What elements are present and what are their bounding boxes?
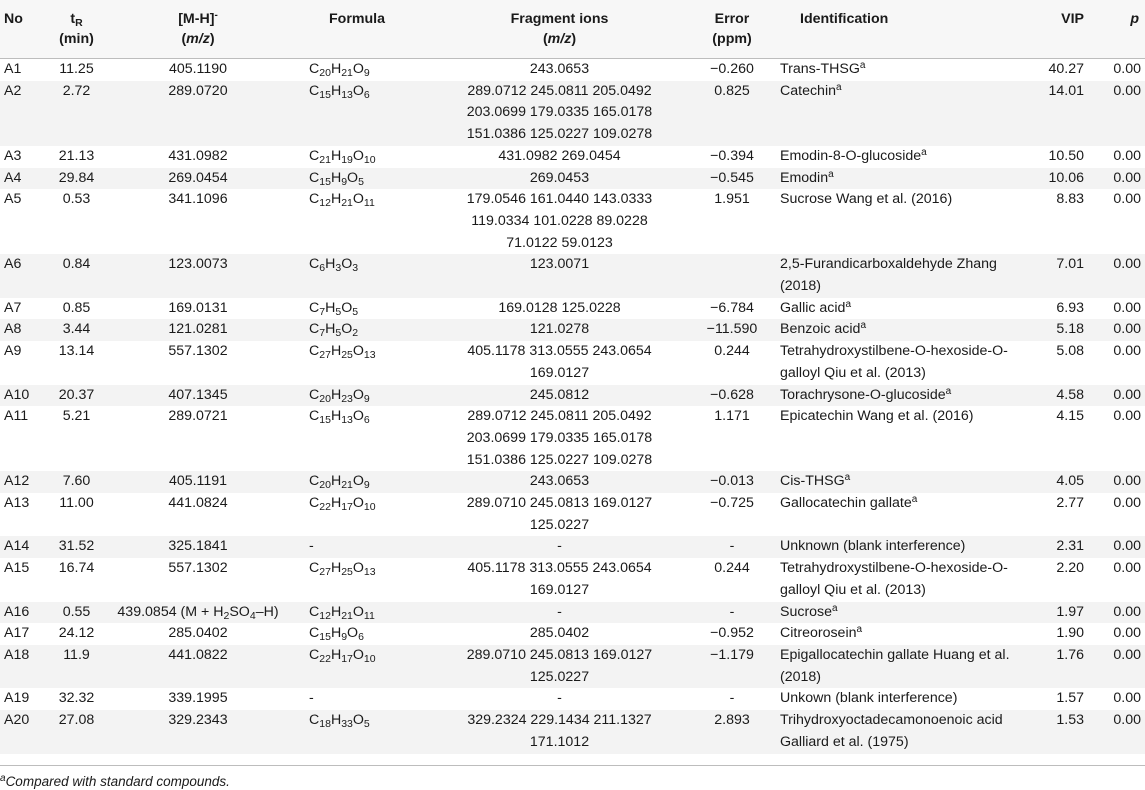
cell-formula: $C_{15}H_{13}O_6$: [287, 406, 427, 471]
cell-p: 0.00: [1098, 688, 1145, 710]
cell-vip: 1.57: [1026, 688, 1098, 710]
cell-vip: 6.93: [1026, 298, 1098, 320]
cell-identification: Unkown (blank interference): [772, 688, 1026, 710]
cell-fragment-ions: 289.0710 245.0813 169.0127 125.0227: [427, 645, 692, 688]
cell-p: 0.00: [1098, 319, 1145, 341]
cell-p: 0.00: [1098, 710, 1145, 753]
cell-vip: 14.01: [1026, 81, 1098, 146]
cell-formula: $C_7H_5O_5$: [287, 298, 427, 320]
cell-fragment-ions: -: [427, 688, 692, 710]
footnote-text: Compared with standard compounds.: [5, 774, 230, 789]
cell-error: 1.171: [692, 406, 772, 471]
cell-fragment-ions: 121.0278: [427, 319, 692, 341]
cell-p: 0.00: [1098, 254, 1145, 297]
cell-mz: 407.1345: [109, 385, 287, 407]
cell-vip: 5.08: [1026, 341, 1098, 384]
cell-vip: 1.76: [1026, 645, 1098, 688]
table-row: [0, 254, 1145, 297]
cell-error: −6.784: [692, 298, 772, 320]
cell-vip: 8.83: [1026, 189, 1098, 254]
cell-formula: $C_{27}H_{25}O_{13}$: [287, 558, 427, 601]
table-row: [0, 59, 1145, 81]
cell-error: −0.260: [692, 59, 772, 81]
cell-retention-time: 0.84: [44, 254, 109, 297]
cell-identification: Epigallocatechin gallate Huang et al. (2018): [772, 645, 1026, 688]
cell-vip: 7.01: [1026, 254, 1098, 297]
cell-mz: 557.1302: [109, 558, 287, 601]
table-row: [0, 319, 1145, 341]
cell-mz: 289.0720: [109, 81, 287, 146]
cell-vip: 2.77: [1026, 493, 1098, 536]
table-row: [0, 645, 1145, 688]
cell-p: 0.00: [1098, 645, 1145, 688]
cell-mz: 557.1302: [109, 341, 287, 384]
cell-identification: Emodin$^a$: [772, 168, 1026, 190]
cell-fragment-ions: 405.1178 313.0555 243.0654 169.0127: [427, 341, 692, 384]
cell-fragment-ions: 269.0453: [427, 168, 692, 190]
header-row: [0, 0, 1145, 59]
cell-formula: $C_{12}H_{21}O_{11}$: [287, 602, 427, 624]
cell-fragment-ions: -: [427, 536, 692, 558]
cell-error: −0.628: [692, 385, 772, 407]
cell-error: 0.825: [692, 81, 772, 146]
cell-mz: 441.0824: [109, 493, 287, 536]
cell-p: 0.00: [1098, 168, 1145, 190]
cell-p: 0.00: [1098, 81, 1145, 146]
cell-identification: 2,5-Furandicarboxaldehyde Zhang (2018): [772, 254, 1026, 297]
cell-fragment-ions: 123.0071: [427, 254, 692, 297]
cell-identification: Epicatechin Wang et al. (2016): [772, 406, 1026, 471]
cell-formula: $C_{21}H_{19}O_{10}$: [287, 146, 427, 168]
cell-mz: 121.0281: [109, 319, 287, 341]
cell-mz: 405.1191: [109, 471, 287, 493]
cell-retention-time: 32.32: [44, 688, 109, 710]
table-row: [0, 710, 1145, 753]
cell-fragment-ions: 329.2324 229.1434 211.1327 171.1012: [427, 710, 692, 753]
cell-error: 0.244: [692, 558, 772, 601]
cell-error: −0.545: [692, 168, 772, 190]
cell-no: A14: [0, 536, 44, 558]
cell-mz: 441.0822: [109, 645, 287, 688]
cell-retention-time: 0.53: [44, 189, 109, 254]
cell-mz: 341.1096: [109, 189, 287, 254]
cell-retention-time: 0.55: [44, 602, 109, 624]
cell-error: 2.893: [692, 710, 772, 753]
footnote-marker: a: [0, 773, 6, 784]
cell-identification: Catechin$^a$: [772, 81, 1026, 146]
table-row: [0, 688, 1145, 710]
cell-no: A9: [0, 341, 44, 384]
table-row: [0, 168, 1145, 190]
cell-vip: 10.06: [1026, 168, 1098, 190]
cell-no: A2: [0, 81, 44, 146]
cell-mz: 169.0131: [109, 298, 287, 320]
cell-error: 0.244: [692, 341, 772, 384]
cell-retention-time: 24.12: [44, 623, 109, 645]
cell-mz: 289.0721: [109, 406, 287, 471]
cell-identification: Unknown (blank interference): [772, 536, 1026, 558]
table-row: [0, 146, 1145, 168]
table-row: [0, 471, 1145, 493]
cell-identification: Sucrose Wang et al. (2016): [772, 189, 1026, 254]
cell-no: A8: [0, 319, 44, 341]
cell-mz: 405.1190: [109, 59, 287, 81]
cell-no: A15: [0, 558, 44, 601]
col-header-formula: Formula: [287, 0, 427, 59]
cell-retention-time: 7.60: [44, 471, 109, 493]
col-header-retention-time: $t_R$ (min): [44, 0, 109, 59]
cell-retention-time: 3.44: [44, 319, 109, 341]
cell-identification: Citreorosein$^a$: [772, 623, 1026, 645]
table-row: [0, 298, 1145, 320]
cell-no: A18: [0, 645, 44, 688]
cell-identification: Trans-THSG$^a$: [772, 59, 1026, 81]
cell-vip: 1.53: [1026, 710, 1098, 753]
cell-p: 0.00: [1098, 146, 1145, 168]
cell-error: −0.394: [692, 146, 772, 168]
cell-retention-time: 0.85: [44, 298, 109, 320]
cell-identification: Sucrose$^a$: [772, 602, 1026, 624]
table-body: [0, 59, 1145, 754]
cell-p: 0.00: [1098, 602, 1145, 624]
cell-formula: -: [287, 688, 427, 710]
cell-p: 0.00: [1098, 59, 1145, 81]
table-row: [0, 385, 1145, 407]
cell-formula: $C_{18}H_{33}O_5$: [287, 710, 427, 753]
cell-fragment-ions: 405.1178 313.0555 243.0654 169.0127: [427, 558, 692, 601]
cell-retention-time: 13.14: [44, 341, 109, 384]
cell-fragment-ions: -: [427, 602, 692, 624]
cell-identification: Tetrahydroxystilbene-O-hexoside-O-galloyl Qiu et al. (2013): [772, 341, 1026, 384]
cell-p: 0.00: [1098, 493, 1145, 536]
cell-formula: $C_{15}H_9O_5$: [287, 168, 427, 190]
cell-retention-time: 5.21: [44, 406, 109, 471]
cell-mz: 431.0982: [109, 146, 287, 168]
cell-p: 0.00: [1098, 536, 1145, 558]
col-header-mz: [M-H]- (m/z): [109, 0, 287, 59]
cell-no: A1: [0, 59, 44, 81]
cell-retention-time: 27.08: [44, 710, 109, 753]
cell-no: A16: [0, 602, 44, 624]
cell-vip: 10.50: [1026, 146, 1098, 168]
cell-formula: $C_{15}H_9O_6$: [287, 623, 427, 645]
table-row: [0, 81, 1145, 146]
cell-no: A13: [0, 493, 44, 536]
cell-formula: $C_{27}H_{25}O_{13}$: [287, 341, 427, 384]
cell-fragment-ions: 289.0712 245.0811 205.0492 203.0699 179.0335 165.0178 151.0386 125.0227 109.0278: [427, 406, 692, 471]
cell-mz: 123.0073: [109, 254, 287, 297]
cell-p: 0.00: [1098, 385, 1145, 407]
cell-fragment-ions: 243.0653: [427, 471, 692, 493]
cell-no: A12: [0, 471, 44, 493]
cell-vip: 5.18: [1026, 319, 1098, 341]
cell-formula: $C_7H_5O_2$: [287, 319, 427, 341]
cell-formula: $C_{22}H_{17}O_{10}$: [287, 493, 427, 536]
cell-error: -: [692, 688, 772, 710]
col-header-fragment-ions: Fragment ions (m/z): [427, 0, 692, 59]
cell-no: A4: [0, 168, 44, 190]
cell-error: [692, 254, 772, 297]
cell-p: 0.00: [1098, 189, 1145, 254]
cell-error: −0.725: [692, 493, 772, 536]
cell-fragment-ions: 289.0712 245.0811 205.0492 203.0699 179.0335 165.0178 151.0386 125.0227 109.0278: [427, 81, 692, 146]
cell-fragment-ions: 285.0402: [427, 623, 692, 645]
table-row: [0, 536, 1145, 558]
cell-mz: 329.2343: [109, 710, 287, 753]
table-row: [0, 406, 1145, 471]
cell-fragment-ions: 289.0710 245.0813 169.0127 125.0227: [427, 493, 692, 536]
cell-no: A6: [0, 254, 44, 297]
cell-p: 0.00: [1098, 406, 1145, 471]
cell-fragment-ions: 179.0546 161.0440 143.0333 119.0334 101.0228 89.0228 71.0122 59.0123: [427, 189, 692, 254]
cell-retention-time: 20.37: [44, 385, 109, 407]
cell-retention-time: 2.72: [44, 81, 109, 146]
cell-mz: 285.0402: [109, 623, 287, 645]
cell-error: -: [692, 602, 772, 624]
cell-formula: $C_{20}H_{23}O_9$: [287, 385, 427, 407]
cell-p: 0.00: [1098, 298, 1145, 320]
cell-mz: 439.0854 $(M + H_2SO_4-H)$: [109, 602, 287, 624]
cell-vip: 2.31: [1026, 536, 1098, 558]
cell-mz: 339.1995: [109, 688, 287, 710]
cell-identification: Benzoic acid$^a$: [772, 319, 1026, 341]
cell-error: 1.951: [692, 189, 772, 254]
cell-formula: $C_{20}H_{21}O_9$: [287, 471, 427, 493]
cell-retention-time: 16.74: [44, 558, 109, 601]
cell-identification: Trihydroxyoctadecamonoenoic acid Galliard et al. (1975): [772, 710, 1026, 753]
col-header-identification: Identification: [772, 0, 1026, 59]
table-row: [0, 493, 1145, 536]
cell-identification: Emodin-8-O-glucoside$^a$: [772, 146, 1026, 168]
cell-vip: 1.90: [1026, 623, 1098, 645]
table-row: [0, 623, 1145, 645]
cell-identification: Gallic acid$^a$: [772, 298, 1026, 320]
table-row: [0, 341, 1145, 384]
cell-retention-time: 29.84: [44, 168, 109, 190]
cell-formula: $C_{12}H_{21}O_{11}$: [287, 189, 427, 254]
cell-formula: -: [287, 536, 427, 558]
table-footnote: [0, 765, 1145, 789]
cell-vip: 1.97: [1026, 602, 1098, 624]
cell-retention-time: 21.13: [44, 146, 109, 168]
cell-p: 0.00: [1098, 558, 1145, 601]
cell-fragment-ions: 169.0128 125.0228: [427, 298, 692, 320]
cell-identification: Gallocatechin gallate$^a$: [772, 493, 1026, 536]
cell-retention-time: 31.52: [44, 536, 109, 558]
col-header-p: p: [1098, 0, 1145, 59]
cell-identification: Cis-THSG$^a$: [772, 471, 1026, 493]
cell-vip: 2.20: [1026, 558, 1098, 601]
cell-mz: 325.1841: [109, 536, 287, 558]
col-header-no: No: [0, 0, 44, 59]
cell-mz: 269.0454: [109, 168, 287, 190]
cell-retention-time: 11.25: [44, 59, 109, 81]
cell-no: A3: [0, 146, 44, 168]
cell-fragment-ions: 431.0982 269.0454: [427, 146, 692, 168]
cell-retention-time: 11.00: [44, 493, 109, 536]
table-row: [0, 602, 1145, 624]
cell-no: A20: [0, 710, 44, 753]
cell-fragment-ions: 245.0812: [427, 385, 692, 407]
cell-formula: $C_{20}H_{21}O_9$: [287, 59, 427, 81]
cell-p: 0.00: [1098, 471, 1145, 493]
cell-error: −1.179: [692, 645, 772, 688]
cell-no: A7: [0, 298, 44, 320]
cell-formula: $C_6H_3O_3$: [287, 254, 427, 297]
cell-error: −0.013: [692, 471, 772, 493]
cell-fragment-ions: 243.0653: [427, 59, 692, 81]
cell-no: A5: [0, 189, 44, 254]
cell-error: -: [692, 536, 772, 558]
cell-no: A11: [0, 406, 44, 471]
col-header-vip: VIP: [1026, 0, 1098, 59]
cell-no: A19: [0, 688, 44, 710]
cell-vip: 4.15: [1026, 406, 1098, 471]
cell-no: A10: [0, 385, 44, 407]
cell-p: 0.00: [1098, 341, 1145, 384]
col-header-error: Error (ppm): [692, 0, 772, 59]
table-row: [0, 189, 1145, 254]
cell-vip: 4.05: [1026, 471, 1098, 493]
cell-error: −11.590: [692, 319, 772, 341]
cell-formula: $C_{15}H_{13}O_6$: [287, 81, 427, 146]
cell-error: −0.952: [692, 623, 772, 645]
cell-vip: 4.58: [1026, 385, 1098, 407]
cell-identification: Tetrahydroxystilbene-O-hexoside-O-galloyl Qiu et al. (2013): [772, 558, 1026, 601]
cell-no: A17: [0, 623, 44, 645]
cell-identification: Torachrysone-O-glucoside$^a$: [772, 385, 1026, 407]
cell-vip: 40.27: [1026, 59, 1098, 81]
cell-formula: $C_{22}H_{17}O_{10}$: [287, 645, 427, 688]
table-row: [0, 558, 1145, 601]
cell-retention-time: 11.9: [44, 645, 109, 688]
cell-p: 0.00: [1098, 623, 1145, 645]
